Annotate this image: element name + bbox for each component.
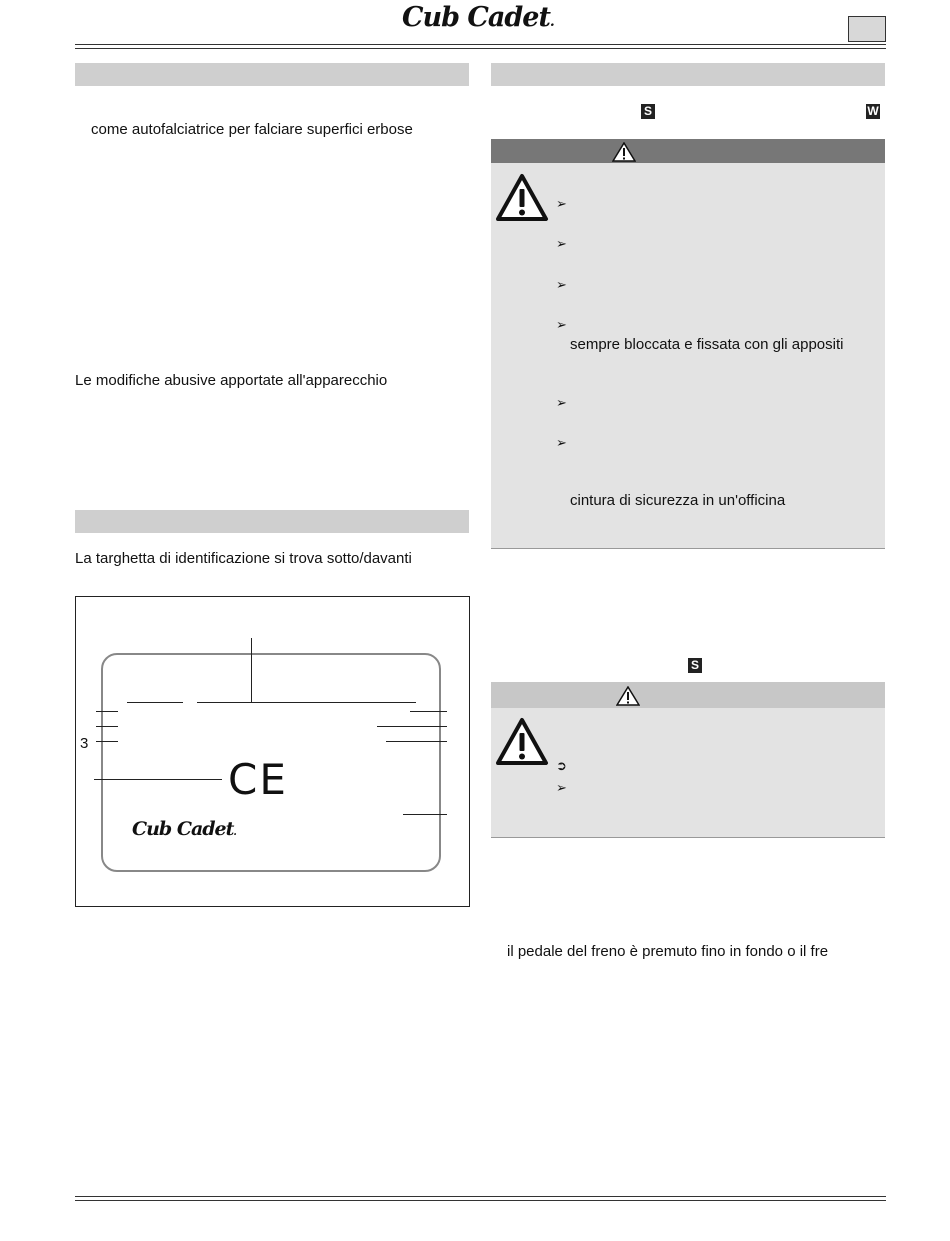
plate-leader-r2 bbox=[377, 726, 447, 727]
warning2-bullet-1: ➲ bbox=[556, 758, 567, 773]
warning2-bullet-2: ➢ bbox=[556, 780, 567, 795]
footer-rule-bottom bbox=[75, 1200, 886, 1201]
plate-leader-l1 bbox=[96, 711, 118, 712]
logo-text: Cub Cadet bbox=[402, 2, 550, 33]
plate-leader-r1 bbox=[410, 711, 447, 712]
plate-line-top-mid bbox=[197, 702, 416, 703]
plate-logo-dot: . bbox=[233, 827, 236, 838]
plate-marker-3: 3 bbox=[80, 735, 89, 752]
header-rule-top bbox=[75, 44, 886, 45]
warning-header-icon bbox=[612, 142, 636, 162]
warning1-text-seatbelt: cintura di sicurezza in un'officina bbox=[570, 492, 786, 509]
warning1-bullet-2: ➢ bbox=[556, 236, 567, 251]
page-language-box bbox=[848, 16, 886, 42]
warning-panel-1-header bbox=[491, 139, 885, 163]
badge-w: W bbox=[867, 104, 879, 118]
warning1-bullet-7: ➢ bbox=[556, 435, 567, 450]
warning-triangle-icon bbox=[495, 173, 549, 222]
cub-cadet-logo bbox=[402, 2, 554, 33]
badge-s-2: S bbox=[688, 658, 702, 673]
logo-dot: . bbox=[549, 14, 554, 30]
warning1-text-locked: sempre bloccata e fissata con gli appositi bbox=[570, 336, 844, 353]
header-rule-bottom bbox=[75, 48, 886, 49]
ce-mark: CE bbox=[228, 755, 288, 804]
plate-logo-text: Cub Cadet bbox=[132, 818, 234, 840]
warning1-bullet-1: ➢ bbox=[556, 196, 567, 211]
use-text: come autofalciatrice per falciare superfici erbose bbox=[91, 121, 413, 138]
plate-line-top-left bbox=[127, 702, 183, 703]
brake-pedal-text: il pedale del freno è premuto fino in fondo o il fre bbox=[507, 943, 829, 960]
warning2-triangle-icon bbox=[495, 717, 549, 766]
warning1-bullet-6: ➢ bbox=[556, 395, 567, 410]
warning1-bullet-3: ➢ bbox=[556, 277, 567, 292]
left-section-bar-1 bbox=[75, 63, 469, 86]
plate-leader-l2 bbox=[96, 726, 118, 727]
warning2-header-icon bbox=[616, 686, 640, 706]
plate-leader-vertical bbox=[251, 638, 252, 703]
plate-logo bbox=[132, 818, 236, 840]
badge-s: S bbox=[641, 104, 655, 119]
plate-leader-l4 bbox=[94, 779, 222, 780]
plate-location-text: La targhetta di identificazione si trova sotto/davanti bbox=[75, 550, 412, 567]
plate-leader-r3 bbox=[386, 741, 447, 742]
footer-rule-top bbox=[75, 1196, 886, 1197]
left-section-bar-2 bbox=[75, 510, 469, 533]
warning-panel-2-header bbox=[491, 682, 885, 708]
warning1-bullet-4: ➢ bbox=[556, 317, 567, 332]
plate-leader-l3 bbox=[96, 741, 118, 742]
right-section-bar-1 bbox=[491, 63, 885, 86]
modifications-text: Le modifiche abusive apportate all'apparecchio bbox=[75, 372, 388, 389]
plate-leader-r4 bbox=[403, 814, 447, 815]
